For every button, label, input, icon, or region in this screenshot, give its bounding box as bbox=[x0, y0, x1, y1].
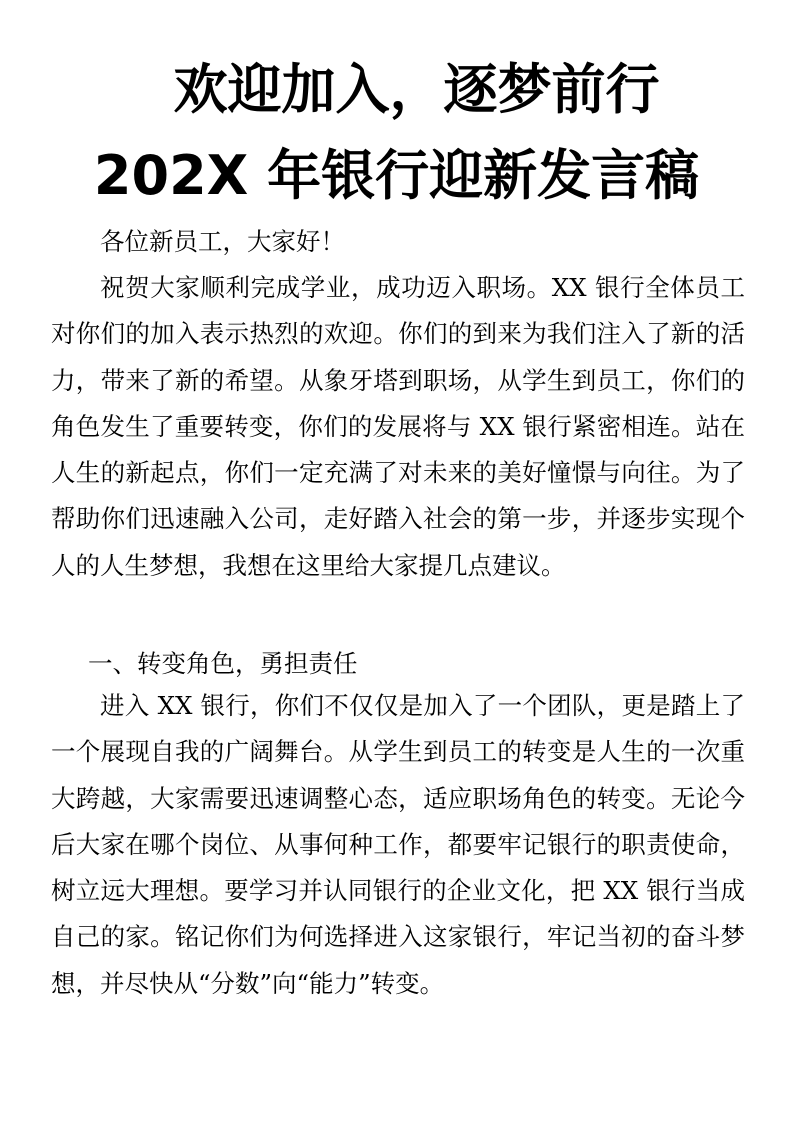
intro-paragraph: 祝贺大家顺利完成学业，成功迈入职场。XX 银行全体员工对你们的加入表示热烈的欢迎。你们的到来为我们注入了新的活力，带来了新的希望。从象牙塔到职场，从学生到员工，你们的角色发生了重要转变，你们的发展将与 XX 银行紧密相连。站在人生的新起点，你们一定充满了对未来的美好憧憬与向往。为了帮助你们迅速融入公司，走好踏入社会的第一步，并逐步实现个人的人生梦想，我想在这里给大家提几点建议。 bbox=[51, 273, 745, 580]
section-1-paragraph: 进入 XX 银行，你们不仅仅是加入了一个团队，更是踏上了一个展现自我的广阔舞台。从学生到员工的转变是人生的一次重大跨越，大家需要迅速调整心态，适应职场角色的转变。无论今后大家在哪个岗位、从事何种工作，都要牢记银行的职责使命，树立远大理想。要学习并认同银行的企业文化，把 XX 银行当成自己的家。铭记你们为何选择进入这家银行，牢记当初的奋斗梦想，并尽快从“分数”向“能力”转变。 bbox=[51, 691, 745, 998]
document-title-line-2: 202X 年银行迎新发言稿 bbox=[93, 144, 700, 207]
section-1-heading: 一、转变角色，勇担责任 bbox=[88, 649, 358, 678]
document-title-line-1: 欢迎加入，逐梦前行 bbox=[173, 58, 660, 121]
greeting-paragraph: 各位新员工，大家好！ bbox=[100, 227, 345, 256]
